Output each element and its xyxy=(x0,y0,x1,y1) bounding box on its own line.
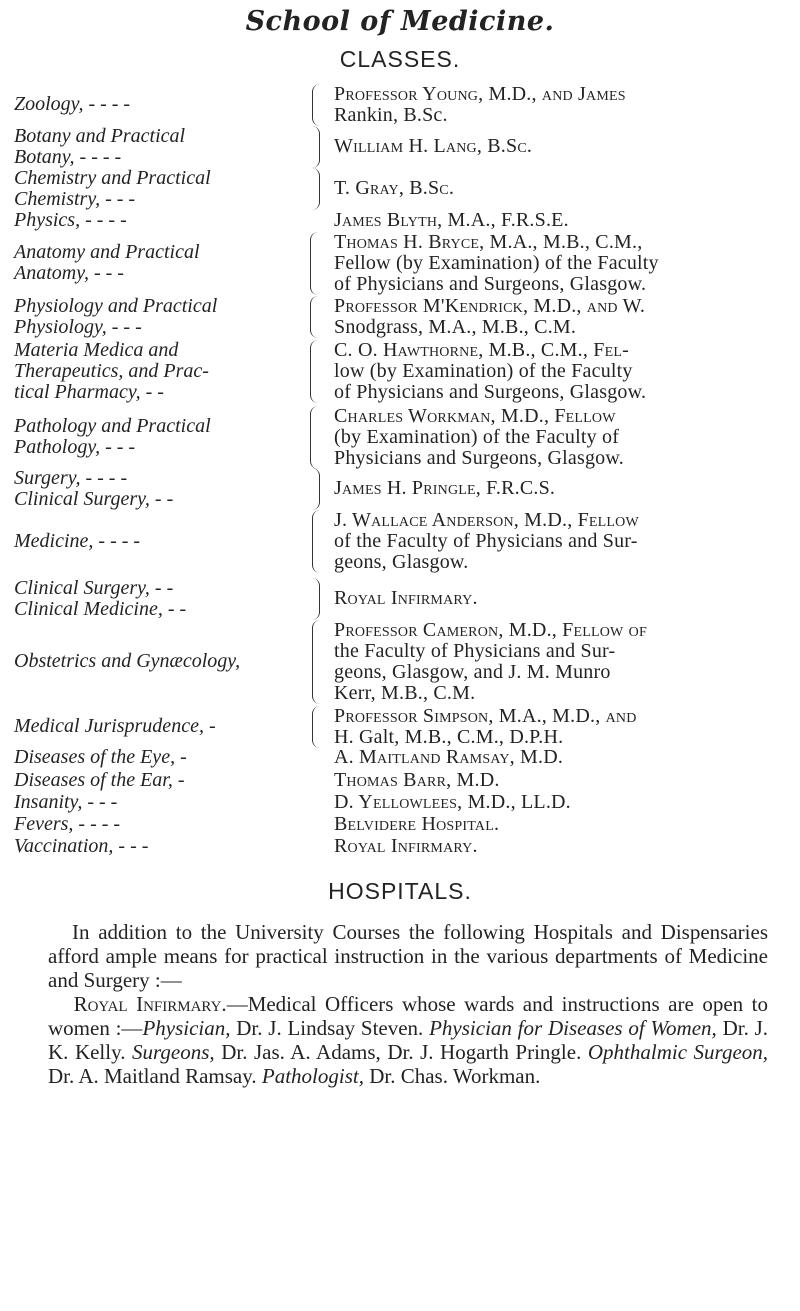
hospitals-intro: In addition to the University Courses the following Hospitals and Dispensaries afford ample means for practical instruction in the various departments of Medicine and Surgery :— xyxy=(48,920,768,992)
brace xyxy=(310,340,320,403)
brace xyxy=(310,126,320,168)
brace xyxy=(310,168,320,210)
class-teacher-line: the Faculty of Physicians and Sur- xyxy=(334,640,616,662)
class-subject-line: Clinical Surgery, - - xyxy=(14,488,174,510)
class-teacher-line: of Physicians and Surgeons, Glasgow. xyxy=(334,381,647,403)
class-subject xyxy=(14,296,217,338)
class-subject-line: Insanity, - - - xyxy=(14,791,118,813)
class-subject-line: Pathology, - - - xyxy=(14,436,136,458)
class-teacher-line: J. Wallace Anderson, M.D., Fellow xyxy=(334,509,639,531)
class-subject xyxy=(14,210,127,231)
class-row xyxy=(14,468,784,510)
class-subject-line: Fevers, - - - - xyxy=(14,813,121,835)
class-row xyxy=(14,340,784,403)
class-subject-line: Surgery, - - - - xyxy=(14,467,128,489)
class-teacher-line: A. Maitland Ramsay, M.D. xyxy=(334,746,564,768)
class-subject-line: Physics, - - - - xyxy=(14,209,127,231)
class-teacher-line: geons, Glasgow, and J. M. Munro xyxy=(334,661,611,683)
class-row xyxy=(14,792,784,813)
class-subject xyxy=(14,416,211,458)
class-teacher xyxy=(334,178,454,199)
name-physician: Dr. J. Lindsay Steven. xyxy=(230,1016,430,1040)
class-teacher xyxy=(334,747,563,768)
class-teacher xyxy=(334,210,569,231)
class-subject-line: tical Pharmacy, - - xyxy=(14,381,164,403)
class-row xyxy=(14,814,784,835)
class-teacher-line: Professor Cameron, M.D., Fellow of xyxy=(334,619,647,641)
class-teacher-line: geons, Glasgow. xyxy=(334,551,469,573)
class-row xyxy=(14,510,784,573)
class-teacher xyxy=(334,706,637,748)
class-subject xyxy=(14,168,211,210)
class-subject xyxy=(14,531,140,552)
class-subject-line: Physiology and Practical xyxy=(14,295,218,317)
class-teacher-line: low (by Examination) of the Faculty xyxy=(334,360,633,382)
class-subject-line: Diseases of the Ear, - xyxy=(14,769,185,791)
class-subject-line: Physiology, - - - xyxy=(14,316,142,338)
class-teacher xyxy=(334,232,659,295)
royal-infirmary-staff xyxy=(48,992,768,1088)
class-subject xyxy=(14,126,185,168)
class-subject-line: Botany, - - - - xyxy=(14,146,122,168)
class-subject-line: Chemistry, - - - xyxy=(14,188,136,210)
class-teacher-line: H. Galt, M.B., C.M., D.P.H. xyxy=(334,726,564,748)
class-row xyxy=(14,296,784,338)
class-teacher-line: Professor Simpson, M.A., M.D., and xyxy=(334,705,637,727)
class-teacher-line: (by Examination) of the Faculty of xyxy=(334,426,620,448)
class-subject xyxy=(14,716,216,737)
class-row xyxy=(14,406,784,469)
class-row xyxy=(14,836,784,857)
class-teacher-line: of the Faculty of Physicians and Sur- xyxy=(334,530,638,552)
class-teacher xyxy=(334,136,532,157)
class-subject xyxy=(14,468,173,510)
class-teacher-line: William H. Lang, B.Sc. xyxy=(334,135,533,157)
class-teacher-line: Professor Young, M.D., and James xyxy=(334,83,626,105)
brace xyxy=(312,620,322,704)
class-subject-line: Vaccination, - - - xyxy=(14,835,149,857)
hospitals-heading: HOSPITALS. xyxy=(328,878,472,904)
brace xyxy=(310,296,320,338)
name-women: Dr. J. K. Kelly. xyxy=(48,1016,769,1064)
class-row xyxy=(14,770,784,791)
class-row xyxy=(14,210,784,231)
class-teacher-line: Kerr, M.B., C.M. xyxy=(334,682,476,704)
class-subject-line: Clinical Medicine, - - xyxy=(14,598,187,620)
brace xyxy=(310,468,320,510)
ri-name: Royal Infirmary. xyxy=(73,992,227,1016)
class-teacher-line: of Physicians and Surgeons, Glasgow. xyxy=(334,273,647,295)
class-subject xyxy=(14,770,185,791)
class-subject-line: Therapeutics, and Prac- xyxy=(14,360,209,382)
class-row xyxy=(14,168,784,210)
class-teacher-line: Professor M'Kendrick, M.D., and W. xyxy=(334,295,646,317)
class-subject xyxy=(14,747,187,768)
class-teacher-line: Royal Infirmary. xyxy=(334,587,478,609)
class-row xyxy=(14,706,784,748)
brace xyxy=(310,406,320,469)
class-teacher xyxy=(334,620,647,704)
brace xyxy=(310,578,320,620)
class-teacher-line: James Blyth, M.A., F.R.S.E. xyxy=(334,209,569,231)
class-subject xyxy=(14,94,130,115)
class-subject-line: Anatomy and Practical xyxy=(14,241,200,263)
name-pathologist: Dr. Chas. Workman. xyxy=(363,1064,541,1088)
class-subject-line: Chemistry and Practical xyxy=(14,167,211,189)
role-physician: Physician, xyxy=(142,1016,231,1040)
class-teacher xyxy=(334,588,478,609)
class-subject-line: Pathology and Practical xyxy=(14,415,211,437)
class-teacher-line: James H. Pringle, F.R.C.S. xyxy=(334,477,556,499)
class-subject-line: Obstetrics and Gynæcology, xyxy=(14,650,241,672)
classes-heading: CLASSES. xyxy=(339,46,461,72)
class-teacher-line: Royal Infirmary. xyxy=(334,835,478,857)
class-row xyxy=(14,620,784,704)
page-title: School of Medicine. xyxy=(245,6,555,37)
brace xyxy=(310,232,320,295)
class-teacher-line: Physicians and Surgeons, Glasgow. xyxy=(334,447,624,469)
class-subject-line: Medicine, - - - - xyxy=(14,530,141,552)
class-teacher-line: Rankin, B.Sc. xyxy=(334,104,448,126)
class-row xyxy=(14,84,784,126)
ri-text: —Medical Officers whose wards and instructions are open to women :— xyxy=(48,992,768,1040)
class-subject-line: Materia Medica and xyxy=(14,339,179,361)
class-subject-line: Medical Jurisprudence, - xyxy=(14,715,216,737)
class-teacher xyxy=(334,792,571,813)
hospitals-text xyxy=(48,920,768,1088)
brace xyxy=(312,84,322,126)
role-surgeons: Surgeons, xyxy=(132,1040,215,1064)
class-subject xyxy=(14,578,186,620)
class-subject xyxy=(14,651,240,672)
class-subject-line: Botany and Practical xyxy=(14,125,186,147)
class-teacher xyxy=(334,478,555,499)
class-row xyxy=(14,747,784,768)
role-ophthalmic: Ophthalmic Surgeon, xyxy=(587,1040,769,1064)
class-teacher-line: Charles Workman, M.D., Fellow xyxy=(334,405,616,427)
class-subject-line: Clinical Surgery, - - xyxy=(14,577,174,599)
class-row xyxy=(14,578,784,620)
class-subject xyxy=(14,242,200,284)
class-teacher-line: Fellow (by Examination) of the Faculty xyxy=(334,252,659,274)
class-row xyxy=(14,232,784,295)
class-teacher-line: D. Yellowlees, M.D., LL.D. xyxy=(334,791,571,813)
role-pathologist: Pathologist, xyxy=(261,1064,364,1088)
role-women: Physician for Diseases of Women, xyxy=(429,1016,717,1040)
class-subject-line: Diseases of the Eye, - xyxy=(14,746,187,768)
class-teacher xyxy=(334,84,626,126)
class-subject xyxy=(14,792,117,813)
class-teacher xyxy=(334,836,478,857)
class-subject xyxy=(14,340,209,403)
class-teacher-line: Thomas Barr, M.D. xyxy=(334,769,500,791)
class-teacher-line: T. Gray, B.Sc. xyxy=(334,177,455,199)
class-subject xyxy=(14,836,148,857)
class-teacher-line: Thomas H. Bryce, M.A., M.B., C.M., xyxy=(334,231,643,253)
class-teacher xyxy=(334,814,499,835)
class-teacher-line: Snodgrass, M.A., M.B., C.M. xyxy=(334,316,577,338)
class-teacher xyxy=(334,296,645,338)
class-teacher xyxy=(334,510,639,573)
class-subject-line: Anatomy, - - - xyxy=(14,262,124,284)
class-subject xyxy=(14,814,120,835)
class-teacher-line: C. O. Hawthorne, M.B., C.M., Fel- xyxy=(334,339,629,361)
class-teacher-line: Belvidere Hospital. xyxy=(334,813,500,835)
brace xyxy=(312,706,322,748)
class-subject-line: Zoology, - - - - xyxy=(14,93,131,115)
class-row xyxy=(14,126,784,168)
name-surgeons: Dr. Jas. A. Adams, Dr. J. Hogarth Pringle. xyxy=(214,1040,588,1064)
class-teacher xyxy=(334,770,500,791)
name-ophthalmic: Dr. A. Maitland Ramsay. xyxy=(48,1064,262,1088)
class-teacher xyxy=(334,406,624,469)
class-teacher xyxy=(334,340,646,403)
brace xyxy=(312,510,322,573)
